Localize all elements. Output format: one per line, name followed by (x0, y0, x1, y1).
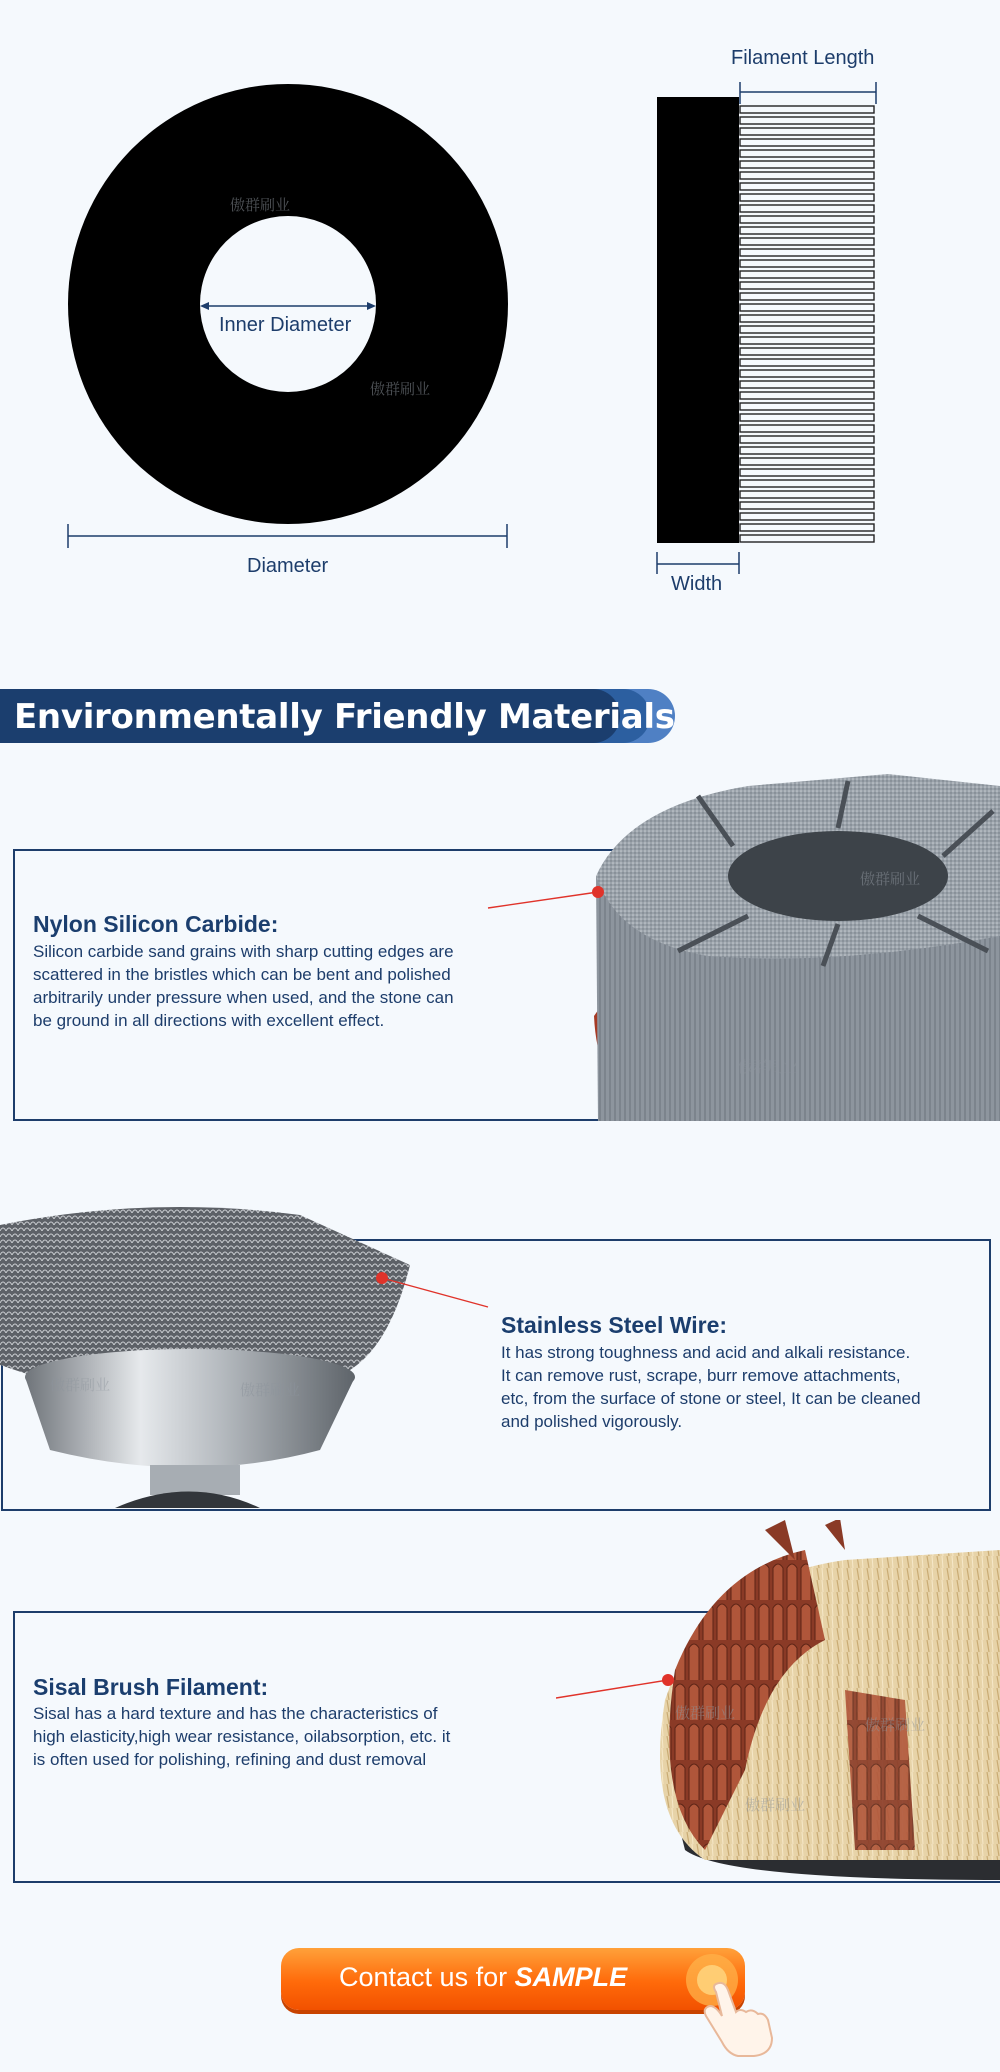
filament-strip (740, 392, 874, 399)
width-label: Width (671, 573, 723, 595)
filament-strip (740, 348, 874, 355)
filament-strip (740, 172, 874, 179)
filament-strip (740, 436, 874, 443)
ring-diagram (0, 0, 540, 600)
filament-strip (740, 458, 874, 465)
filament-strip (740, 238, 874, 245)
inner-diameter-label: Inner Diameter (219, 314, 352, 336)
steel-pointer (376, 1270, 491, 1310)
svg-text:傲群刷业: 傲群刷业 (675, 1704, 736, 1722)
filament-strip (740, 139, 874, 146)
svg-text:傲群刷业: 傲群刷业 (240, 1381, 301, 1399)
svg-text:傲群刷业: 傲群刷业 (370, 380, 431, 398)
filament-strip (740, 502, 874, 509)
filament-strip (740, 205, 874, 212)
ring-hole (200, 216, 376, 392)
filament-strip (740, 315, 874, 322)
material-description: Silicon carbide sand grains with sharp cutting edges are scattered in the bristles which can be bent and polished arbitrarily under pressure when used, and the stone can be ground in all directions with excellent effect. (33, 942, 454, 1030)
filament-strip (740, 326, 874, 333)
material-title: Stainless Steel Wire: (501, 1312, 728, 1338)
svg-text:傲群刷业: 傲群刷业 (738, 1058, 799, 1076)
filament-strip (740, 304, 874, 311)
filament-strip (740, 128, 874, 135)
filament-strip (740, 183, 874, 190)
brush-base-block (657, 97, 739, 543)
material-description: Sisal has a hard texture and has the characteristics of high elasticity,high wear resistance, oilabsorption, etc. it is often used for polishing, refining and dust removal (33, 1704, 451, 1769)
sisal-brush-image (645, 1520, 1000, 1880)
filament-strip (740, 359, 874, 366)
svg-text:傲群刷业: 傲群刷业 (865, 1716, 926, 1734)
filament-strip (740, 370, 874, 377)
filament-strip (740, 491, 874, 498)
filament-strip (740, 524, 874, 531)
filament-strips (740, 106, 874, 542)
side-diagram (640, 60, 900, 600)
filament-strip (740, 337, 874, 344)
filament-strip (740, 260, 874, 267)
sisal-pointer (556, 1672, 676, 1702)
filament-strip (740, 216, 874, 223)
filament-strip (740, 282, 874, 289)
material-description: It has strong toughness and acid and alkali resistance. It can remove rust, scrape, burr remove attachments, etc, from the surface of stone or steel, It can be cleaned and polished vigorously. (501, 1343, 921, 1431)
filament-strip (740, 161, 874, 168)
filament-strip (740, 271, 874, 278)
cta-prefix: Contact us for (339, 1962, 515, 1992)
steel-brush-image (0, 1195, 440, 1508)
contact-sample-button[interactable] (281, 1948, 745, 2010)
filament-strip (740, 414, 874, 421)
filament-strip (740, 447, 874, 454)
filament-strip (740, 227, 874, 234)
svg-text:傲群刷业: 傲群刷业 (860, 870, 921, 888)
cta-emphasis: SAMPLE (514, 1962, 628, 1992)
svg-text:傲群刷业: 傲群刷业 (745, 1796, 806, 1814)
section-title: Environmentally Friendly Materials (14, 697, 675, 737)
filament-strip (740, 249, 874, 256)
material-title: Nylon Silicon Carbide: (33, 911, 279, 937)
nylon-brush-image (588, 766, 1000, 1121)
filament-strip (740, 535, 874, 542)
filament-strip (740, 425, 874, 432)
filament-length-label: Filament Length (731, 47, 875, 69)
filament-strip (740, 117, 874, 124)
hand-pointer-icon (680, 1950, 790, 2060)
filament-strip (740, 403, 874, 410)
nylon-pointer (486, 884, 606, 914)
filament-strip (740, 381, 874, 388)
pointer-dot (376, 1272, 388, 1284)
filament-strip (740, 150, 874, 157)
filament-strip (740, 469, 874, 476)
pointer-dot (592, 886, 604, 898)
diameter-label: Diameter (247, 555, 329, 577)
pointer-dot (662, 1674, 674, 1686)
section-banner (0, 689, 675, 743)
filament-strip (740, 194, 874, 201)
filament-strip (740, 513, 874, 520)
filament-strip (740, 480, 874, 487)
filament-strip (740, 293, 874, 300)
material-title: Sisal Brush Filament: (33, 1674, 269, 1700)
svg-text:傲群刷业: 傲群刷业 (50, 1376, 111, 1394)
watermark-text: 傲群刷业 (230, 196, 291, 214)
filament-strip (740, 106, 874, 113)
